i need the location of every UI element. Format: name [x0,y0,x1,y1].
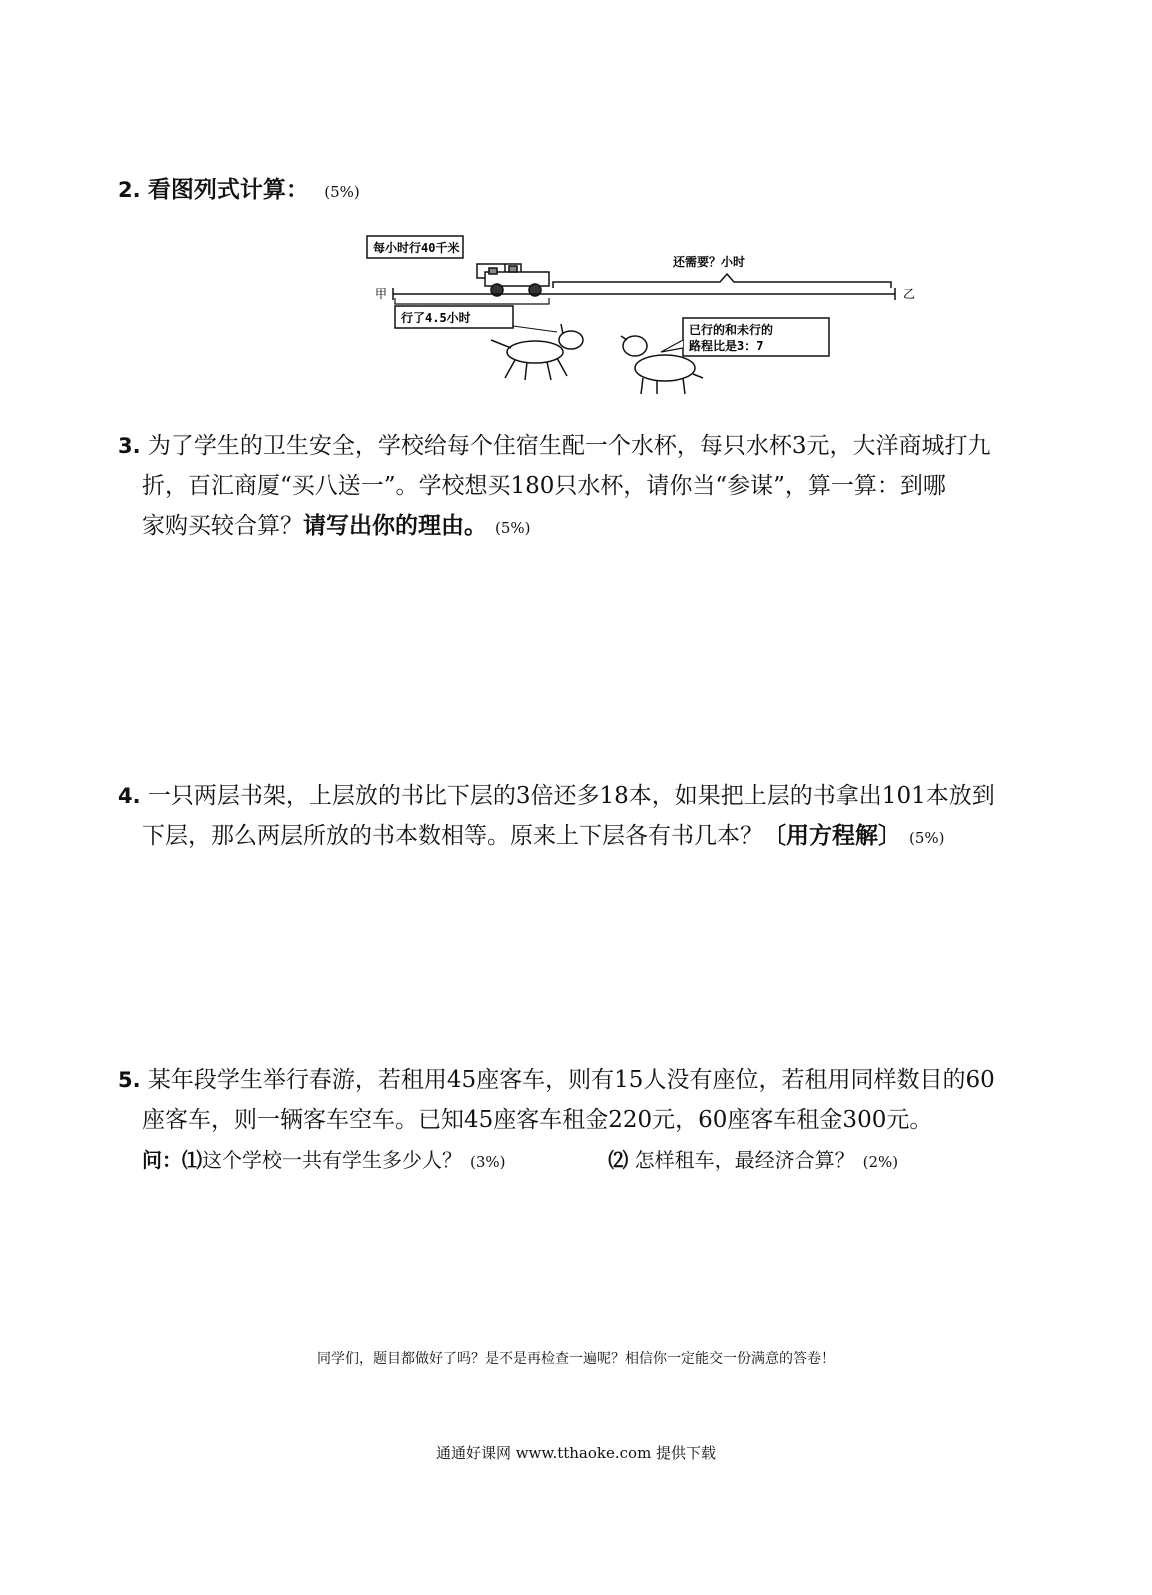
question-line-1: 某年段学生举行春游，若租用45座客车，则有15人没有座位，若租用同样数目的60 [147,1067,995,1093]
question-number: 3. [118,434,141,458]
sub-question-1-prefix: 问：⑴ [142,1148,202,1172]
score-percent: (5%) [495,519,531,537]
question-line-3: 家购买较合算？ [142,513,303,539]
question-line-2: 折，百汇商厦“买八送一”。学校想买180只水杯，请你当“参谋”，算一算：到哪 [142,473,946,499]
question-number: 2. [118,178,141,202]
question-number: 4. [118,784,141,808]
question-line-2: 座客车，则一辆客车空车。已知45座客车租金220元，60座客车租金300元。 [142,1107,933,1133]
speech-pointer [513,326,557,332]
question-emphasis: 请写出你的理由。 [303,513,487,539]
footer-credit: 通通好课网 www.tthaoke.com 提供下载 [435,1444,717,1462]
speed-label: 每小时行40千米 [373,241,460,255]
question-text: 看图列式计算： [147,177,309,203]
journey-diagram [365,228,925,396]
end-label: 乙 [903,287,916,301]
remaining-label: 还需要？小时 [673,255,746,269]
sub-question-2-prefix: ⑵ [608,1148,629,1172]
remaining-brace [553,274,891,288]
score-percent: (2%) [862,1153,899,1171]
question-4 [118,776,1018,858]
score-percent: (5%) [324,183,360,201]
question-2 [118,170,1018,212]
question-line-2: 下层，那么两层所放的书本数相等。原来上下层各有书几本？ [142,823,763,849]
closing-message: 同学们，题目都做好了吗？是不是再检查一遍呢？相信你一定能交一份满意的答卷！ [317,1351,835,1367]
score-percent: (3%) [470,1153,506,1171]
sub-question-1: 这个学校一共有学生多少人？ [202,1148,462,1172]
jeep-icon [477,264,549,296]
question-3 [118,426,1018,548]
ratio-line-2: 路程比是3：7 [689,339,764,353]
question-emphasis: 〔用方程解〕 [763,823,901,849]
traveled-brace [395,298,549,304]
question-line-1: 为了学生的卫生安全，学校给每个住宿生配一个水杯，每只水杯3元，大洋商城打九 [147,433,991,459]
question-number: 5. [118,1068,141,1092]
ratio-line-1: 已行的和未行的 [689,323,774,337]
score-percent: (5%) [909,829,945,847]
start-label: 甲 [375,287,388,301]
bubble-pointer [661,340,683,352]
traveled-label: 行了4.5小时 [401,311,471,325]
dog-icon [491,324,583,380]
sub-question-2: 怎样租车，最经济合算？ [634,1148,855,1172]
question-5 [118,1060,1018,1182]
question-line-1: 一只两层书架，上层放的书比下层的3倍还多18本，如果把上层的书拿出101本放到 [147,783,995,809]
